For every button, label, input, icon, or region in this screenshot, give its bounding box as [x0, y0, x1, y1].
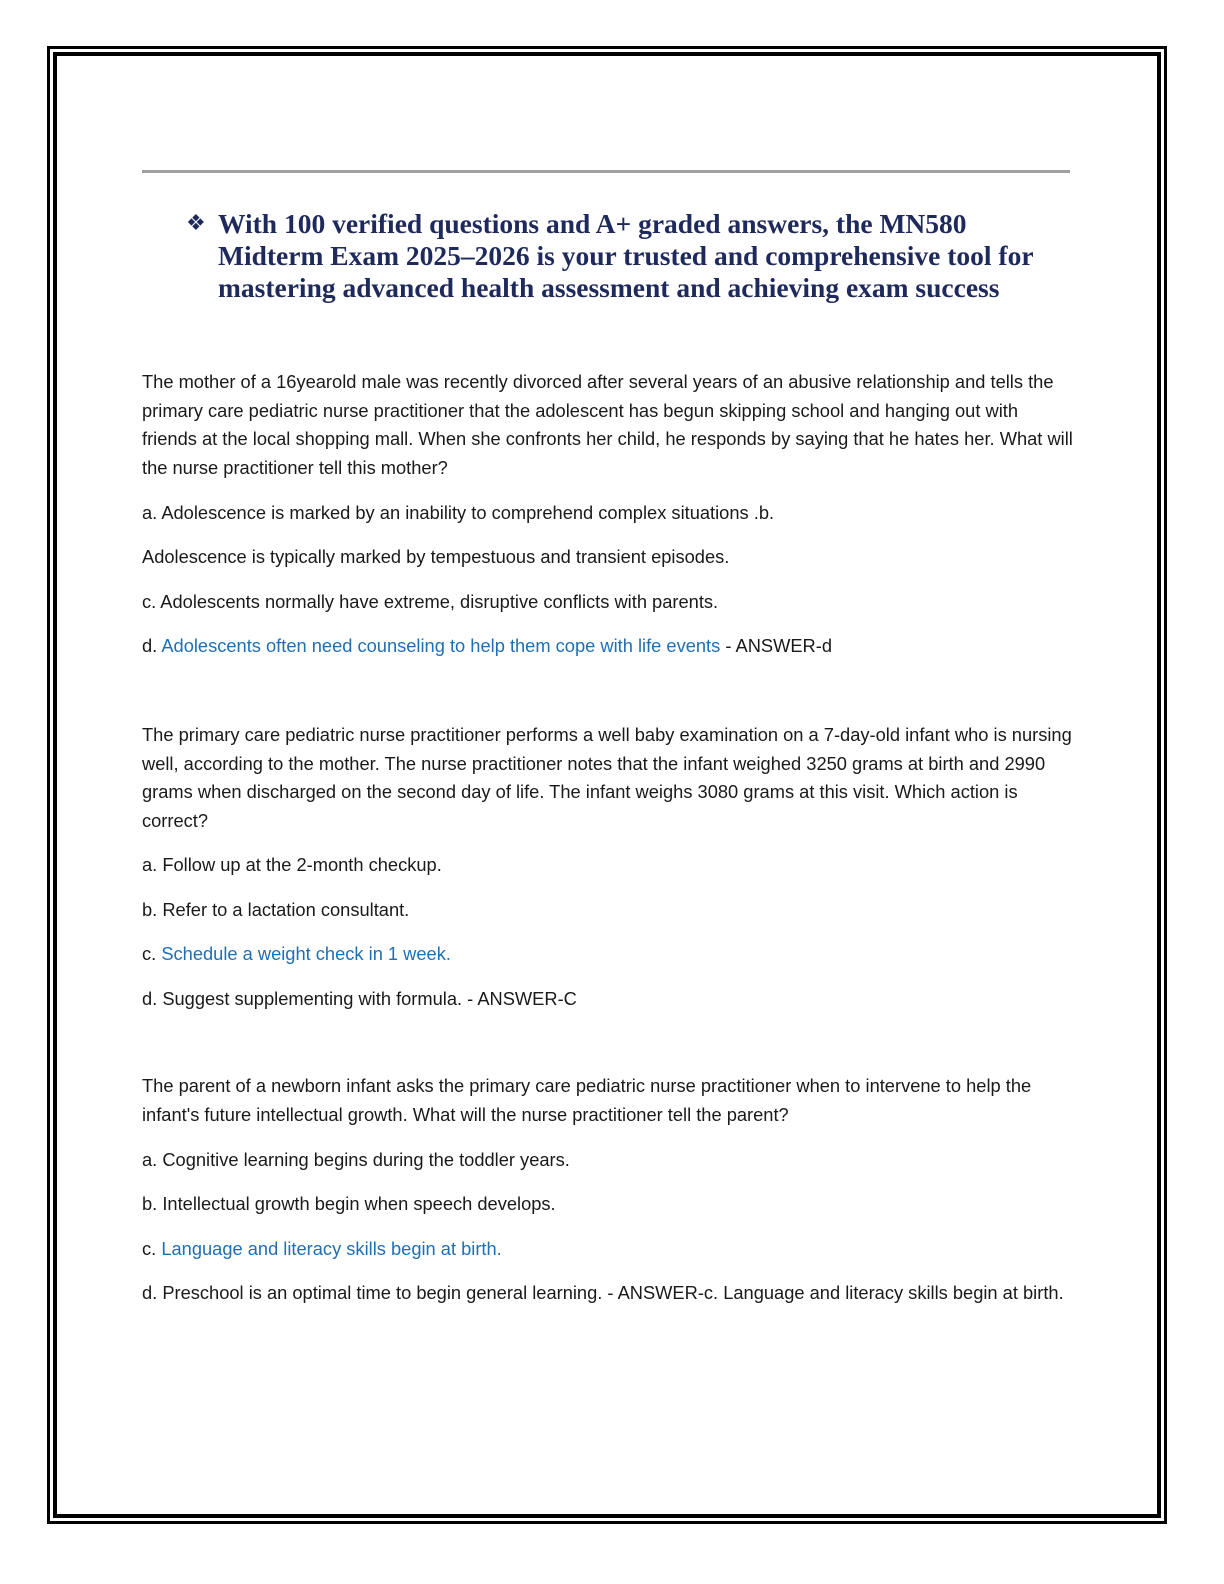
question-3-option-b: b. Intellectual growth begin when speech develops. — [142, 1193, 556, 1214]
question-3-option-c — [142, 1235, 1077, 1264]
option-c-prefix: c. — [142, 943, 162, 964]
option-d-prefix: d. — [142, 635, 162, 656]
question-2-option-a: a. Follow up at the 2-month checkup. — [142, 854, 442, 875]
question-1-option-a: a. Adolescence is marked by an inability to comprehend complex situations .b. — [142, 502, 775, 523]
question-2-option-b: b. Refer to a lactation consultant. — [142, 899, 410, 920]
question-1-option-d — [142, 632, 1077, 661]
option-c-prefix: c. — [142, 1238, 162, 1259]
question-3-stem: The parent of a newborn infant asks the primary care pediatric nurse practitioner when to intervene to help the infant's future intellectual growth. What will the nurse practitioner tell the parent? — [142, 1075, 1032, 1125]
question-2-stem: The primary care pediatric nurse practitioner performs a well baby examination on a 7-day-old infant who is nursing well, according to the mother. The nurse practitioner notes that the infant weighed 3250 grams at birth and 2990 grams when discharged on the second day of life. The infant weighs 3080 grams at this visit. Which action is correct? — [142, 724, 1072, 831]
question-1-option-c: c. Adolescents normally have extreme, disruptive conflicts with parents. — [142, 591, 719, 612]
question-3-option-d: d. Preschool is an optimal time to begin general learning. - ANSWER-c. Language and literacy skills begin at birth. — [142, 1282, 1064, 1303]
correct-answer-text: Language and literacy skills begin at birth. — [161, 1238, 502, 1259]
correct-answer-text: Schedule a weight check in 1 week. — [161, 943, 451, 964]
answer-key: - ANSWER-d — [720, 635, 833, 656]
diamond-bullet-icon: ❖ — [186, 211, 206, 236]
header-rule — [142, 170, 1070, 173]
page-title: With 100 verified questions and A+ graded answers, the MN580 Midterm Exam 2025–2026 is your trusted and comprehensive tool for mastering advanced health assessment and achieving exam success — [218, 208, 1034, 303]
correct-answer-text: Adolescents often need counseling to help them cope with life events — [161, 635, 721, 656]
question-1-option-b: Adolescence is typically marked by tempestuous and transient episodes. — [142, 546, 730, 567]
question-1-stem: The mother of a 16yearold male was recently divorced after several years of an abusive relationship and tells the primary care pediatric nurse practitioner that the adolescent has begun skipping school and hanging out with friends at the local shopping mall. When she confronts her child, he responds by saying that he hates her. What will the nurse practitioner tell this mother? — [142, 371, 1073, 478]
headline — [186, 208, 1076, 304]
question-2-option-c — [142, 940, 1077, 969]
question-2-option-d: d. Suggest supplementing with formula. - ANSWER-C — [142, 988, 577, 1009]
question-3-option-a: a. Cognitive learning begins during the toddler years. — [142, 1149, 570, 1170]
